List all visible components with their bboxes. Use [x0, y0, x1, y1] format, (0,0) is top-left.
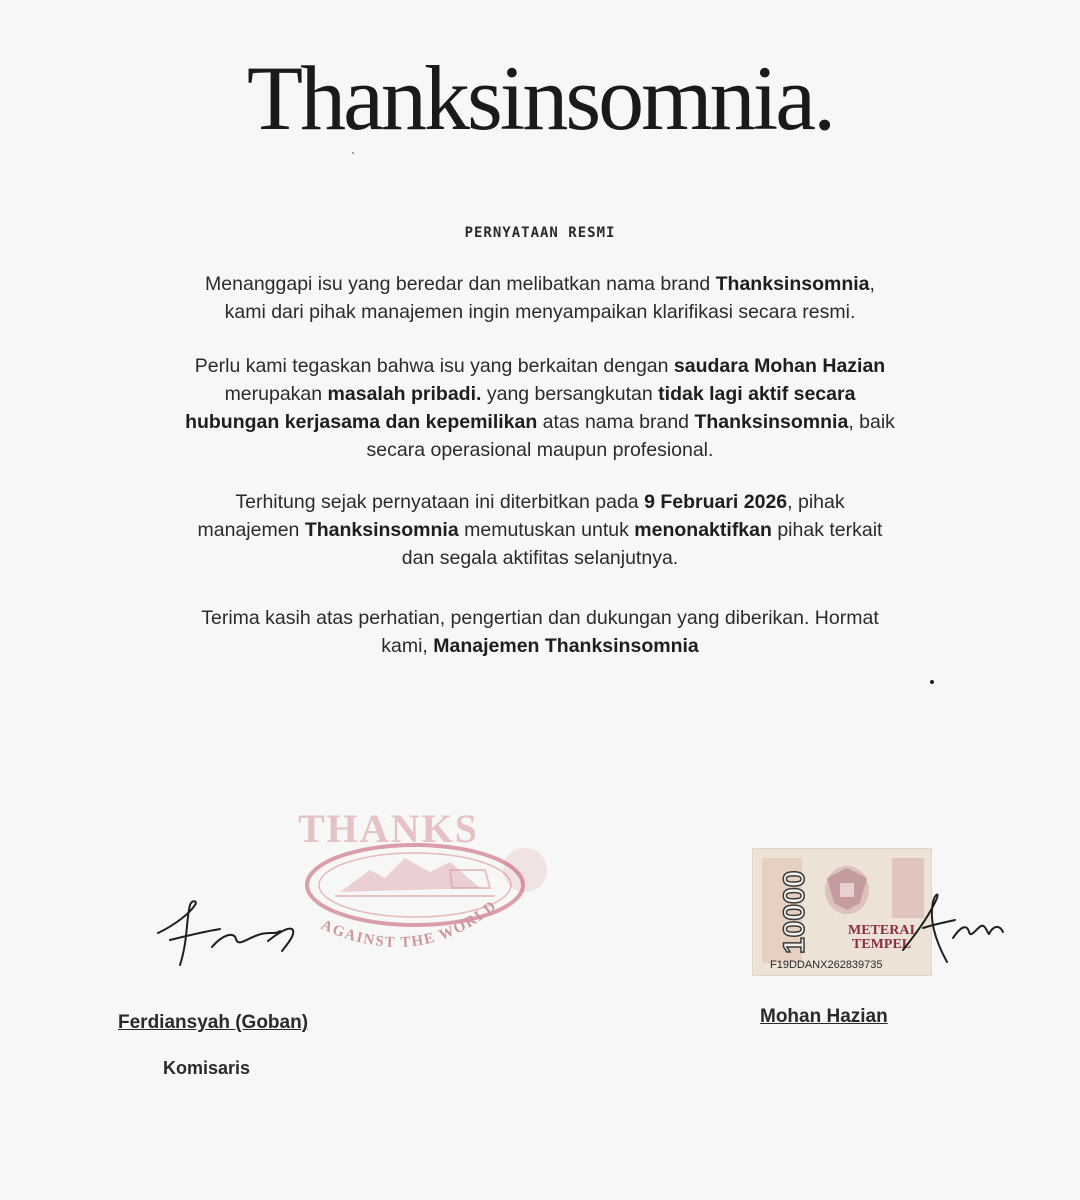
statement-heading: PERNYATAAN RESMI — [464, 225, 616, 241]
text-span: Terhitung sejak pernyataan ini diterbitkan pada — [235, 491, 645, 513]
paragraph-2-line-1 — [80, 352, 1000, 380]
text-span: , pihak — [787, 491, 845, 513]
paragraph-4-line-1: Terima kasih atas perhatian, pengertian dan dukungan yang diberikan. Hormat — [201, 607, 879, 629]
bold-span: saudara Mohan Hazian — [673, 355, 886, 377]
text-span: atas nama brand — [537, 411, 695, 433]
paragraph-1-line-1 — [80, 270, 1000, 298]
text-span: yang bersangkutan — [481, 383, 659, 405]
bold-span: masalah pribadi. — [327, 383, 482, 405]
signature-left — [150, 885, 330, 975]
bold-span: menonaktifkan — [634, 519, 772, 541]
bold-span: Thanksinsomnia — [304, 519, 459, 541]
meterai-label-2: TEMPEL — [852, 937, 912, 952]
meterai-value: 10000 — [778, 870, 811, 954]
bold-span: 9 Februari 2026 — [644, 491, 788, 513]
brand-logo: Thanksinsomnia. — [246, 47, 834, 149]
paragraph-2-line-2 — [80, 380, 1000, 408]
text-span: pihak terkait — [771, 519, 883, 541]
bold-span: Manajemen Thanksinsomnia — [433, 635, 699, 657]
garuda-emblem — [825, 866, 869, 914]
paragraph-1-line-2: kami dari pihak manajemen ingin menyampaikan klarifikasi secara resmi. — [224, 301, 856, 323]
ink-dot — [930, 680, 934, 684]
paragraph-3 — [80, 488, 1000, 572]
text-span: merupakan — [224, 383, 328, 405]
signature-right — [895, 880, 1015, 970]
bold-span: hubungan kerjasama dan kepemilikan — [185, 411, 538, 433]
paragraph-2-line-4: secara operasional maupun profesional. — [366, 439, 714, 461]
paragraph-2-line-3 — [80, 408, 1000, 436]
ink-dot — [352, 152, 354, 154]
text-span: memutuskan untuk — [458, 519, 635, 541]
text-span: kami, — [381, 635, 434, 657]
text-span: Menanggapi isu yang beredar dan melibatkan nama brand — [205, 273, 716, 295]
bold-span: tidak lagi aktif secara — [658, 383, 856, 405]
text-span: Perlu kami tegaskan bahwa isu yang berkaitan dengan — [194, 355, 674, 377]
paragraph-3-line-2 — [80, 516, 1000, 544]
meterai-serial: F19DDANX262839735 — [770, 959, 883, 971]
paragraph-1 — [80, 270, 1000, 326]
signer-right-name: Mohan Hazian — [760, 1006, 888, 1027]
signer-left-role: Komisaris — [163, 1058, 251, 1078]
paragraph-4 — [80, 604, 1000, 660]
bold-span: Thanksinsomnia — [694, 411, 849, 433]
paragraph-3-line-1 — [80, 488, 1000, 516]
meterai-label-1: METERAI — [848, 923, 915, 938]
bold-span: Thanksinsomnia — [715, 273, 870, 295]
text-span: , baik — [848, 411, 895, 433]
paragraph-4-line-2 — [80, 632, 1000, 660]
text-span: manajemen — [197, 519, 305, 541]
text-span: , — [869, 273, 875, 295]
paragraph-3-line-3: dan segala aktifitas selanjutnya. — [401, 547, 679, 569]
stamp-bottom-text: AGAINST THE WORLD — [318, 897, 501, 950]
paragraph-2 — [80, 352, 1000, 464]
stamp-top-text: THANKS — [298, 806, 479, 851]
signer-left-name: Ferdiansyah (Goban) — [118, 1012, 309, 1033]
